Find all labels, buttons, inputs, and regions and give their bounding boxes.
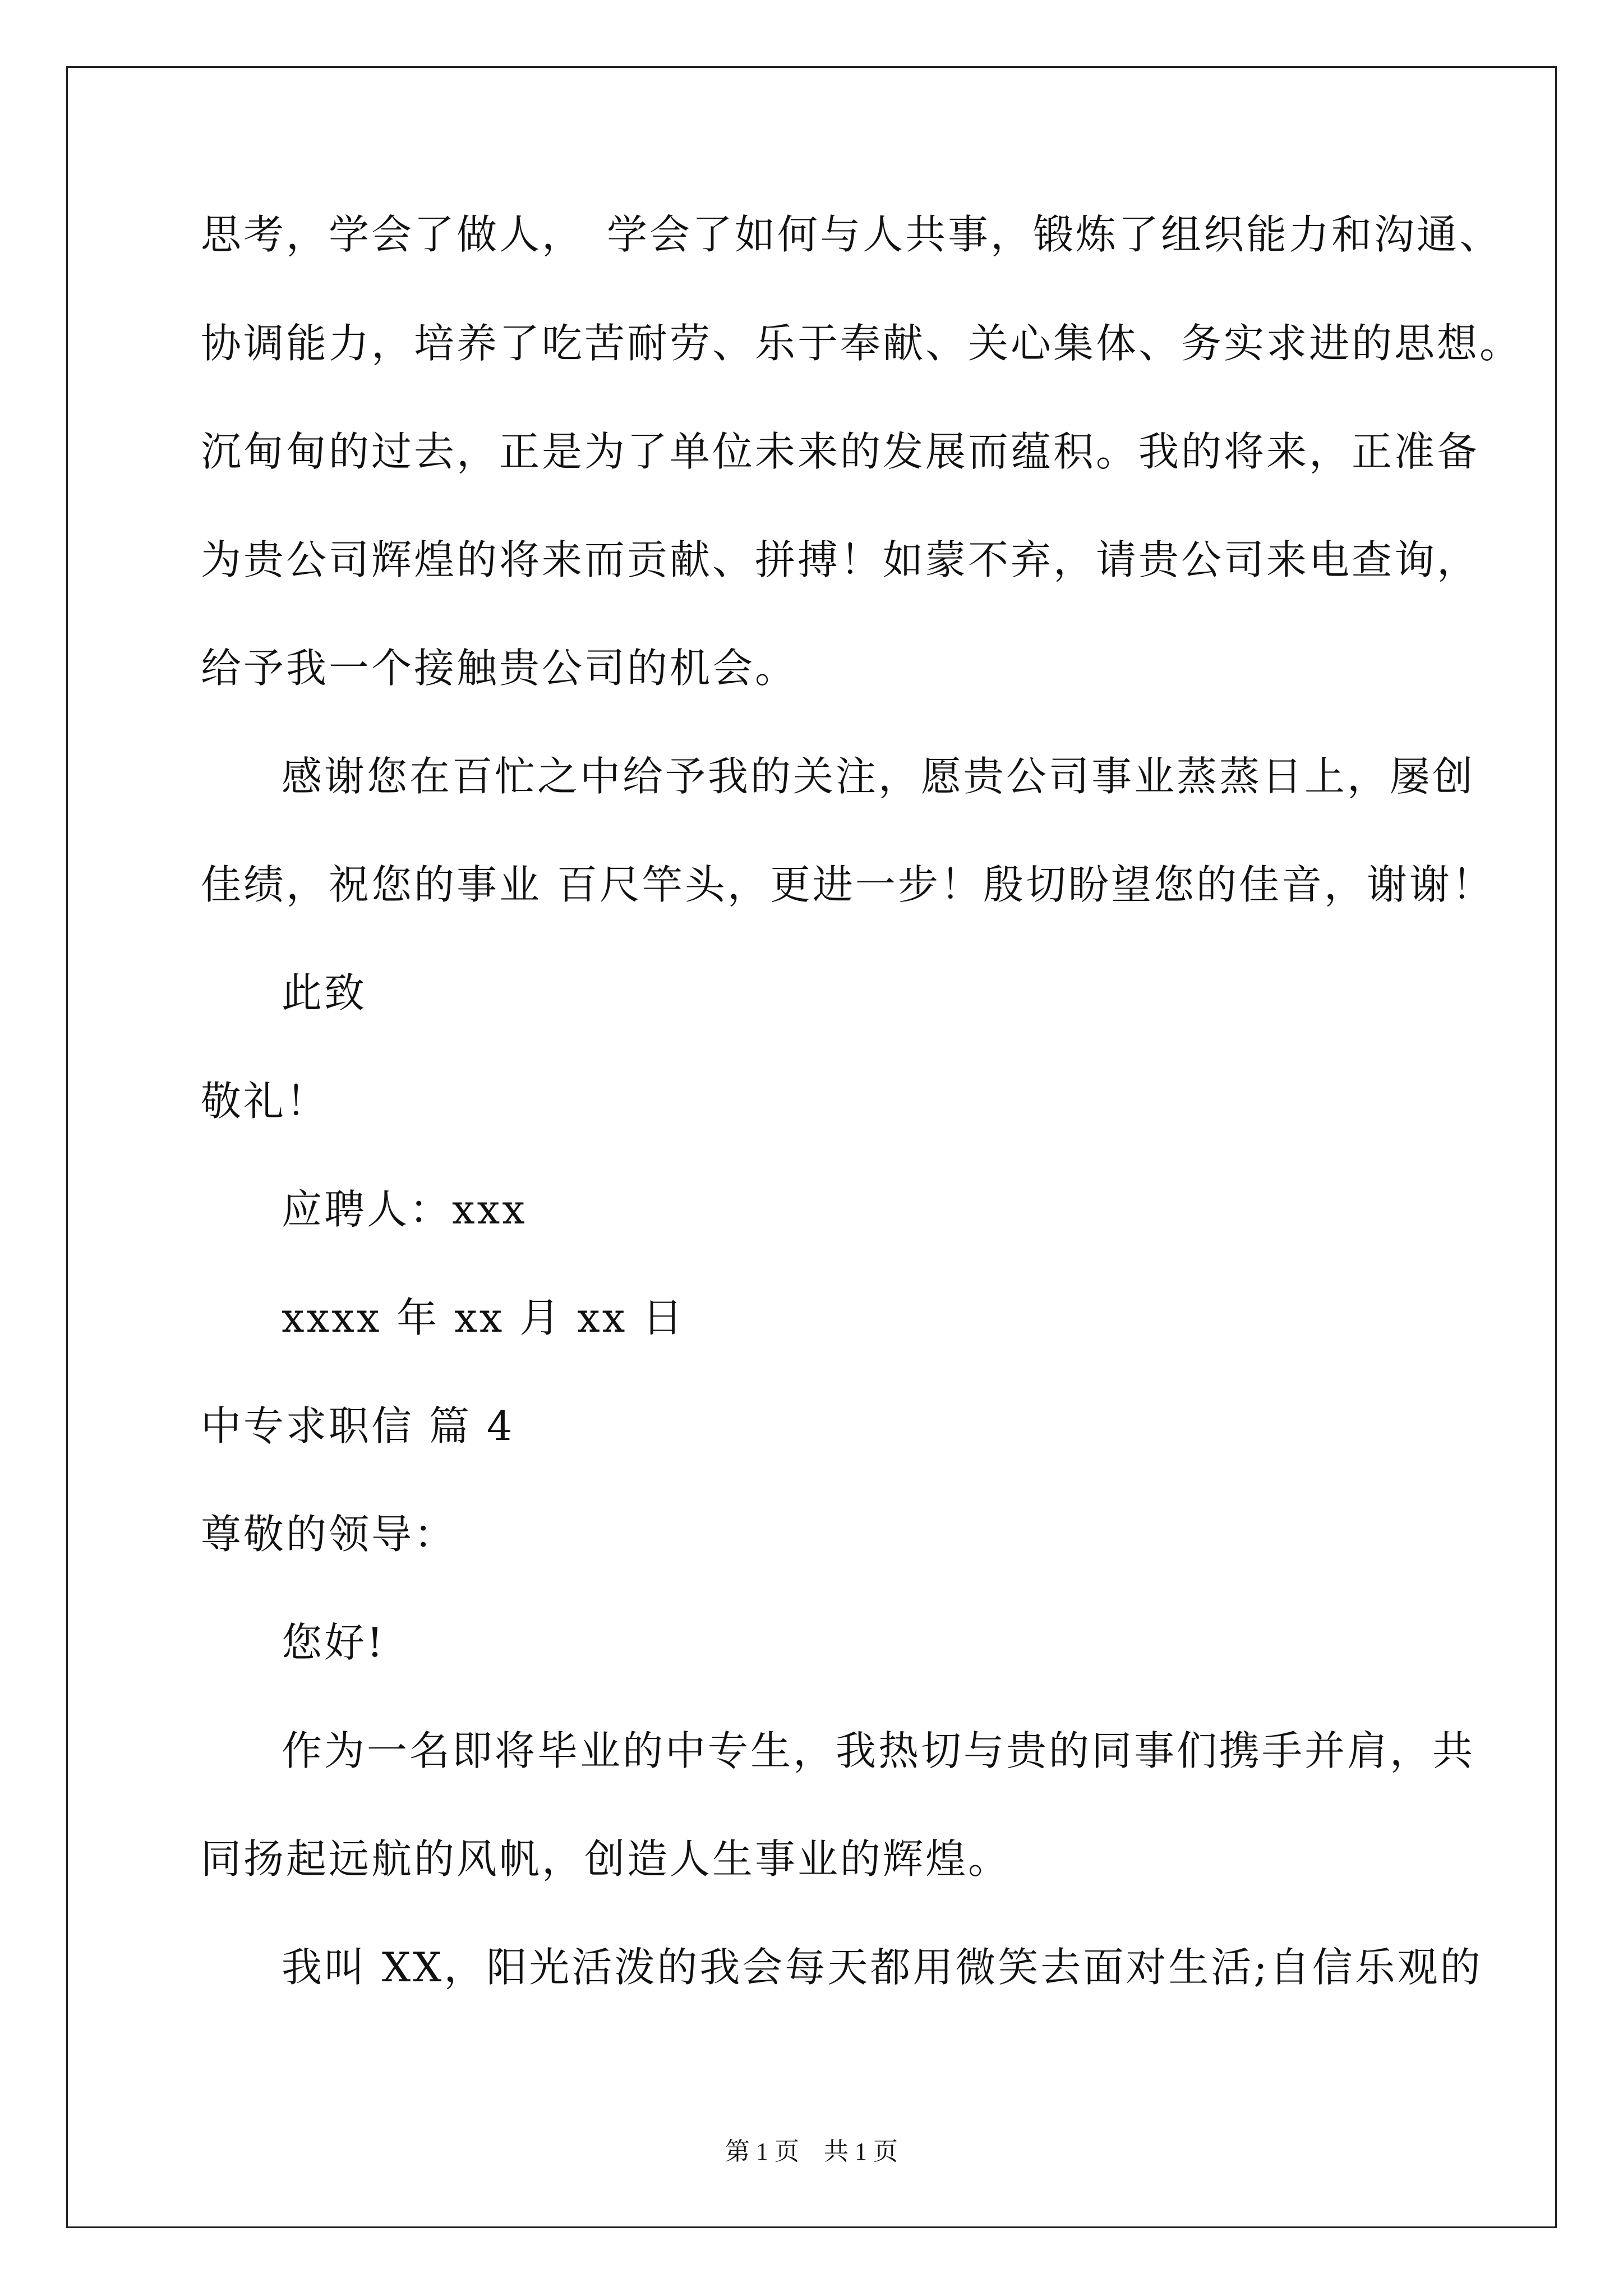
body-line-16: 同扬起远航的风帆，创造人生事业的辉煌。 — [201, 1835, 1011, 1883]
body-line-4: 为贵公司辉煌的将来而贡献、拼搏！如蒙不弃，请贵公司来电查询， — [201, 536, 1480, 583]
greeting-hello: 您好! — [282, 1619, 385, 1666]
closing-salutation: 此致 — [282, 969, 367, 1016]
page-number-footer: 第 1 页 共 1 页 — [725, 2138, 898, 2165]
signature-date: xxxx 年 xx 月 xx 日 — [282, 1294, 685, 1341]
body-line-15: 作为一名即将毕业的中专生，我热切与贵的同事们携手并肩，共 — [282, 1727, 1476, 1774]
greeting-recipient: 尊敬的领导： — [201, 1511, 457, 1558]
closing-respect: 敬礼！ — [201, 1078, 329, 1125]
body-line-7: 佳绩，祝您的事业 百尺竿头，更进一步！殷切盼望您的佳音，谢谢！ — [201, 861, 1495, 908]
body-line-5: 给予我一个接触贵公司的机会。 — [201, 645, 798, 692]
body-line-3: 沉甸甸的过去，正是为了单位未来的发展而蕴积。我的将来，正准备 — [201, 428, 1480, 475]
body-line-1: 思考，学会了做人， 学会了如何与人共事，锻炼了组织能力和沟通、 — [201, 211, 1502, 258]
section-heading: 中专求职信 篇 4 — [201, 1402, 515, 1450]
applicant-signature: 应聘人：xxx — [282, 1186, 527, 1233]
body-line-17: 我叫 XX，阳光活泼的我会每天都用微笑去面对生活;自信乐观的 — [282, 1944, 1483, 1991]
body-line-6: 感谢您在百忙之中给予我的关注，愿贵公司事业蒸蒸日上，屡创 — [282, 753, 1476, 800]
page-border — [66, 66, 1557, 2228]
body-line-2: 协调能力，培养了吃苦耐劳、乐于奉献、关心集体、务实求进的思想。 — [201, 320, 1523, 367]
